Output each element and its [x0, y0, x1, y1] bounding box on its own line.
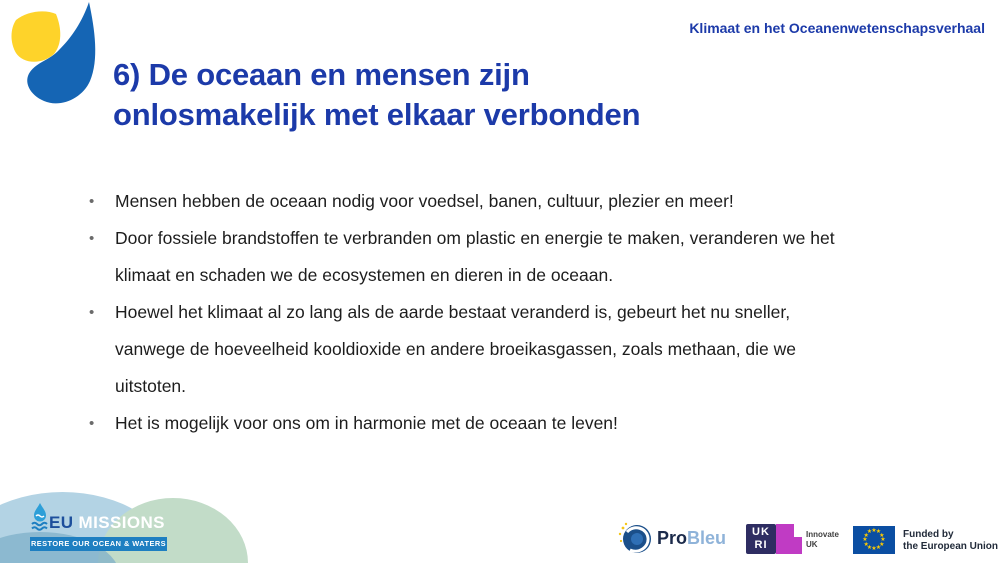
slide-title-line2: onlosmakelijk met elkaar verbonden — [113, 97, 641, 132]
bullet-list — [88, 183, 853, 442]
eu-missions-banner: RESTORE OUR OCEAN & WATERS — [30, 537, 167, 551]
eu-flag-icon: ★ ★ ★ ★ ★ ★ ★ ★ ★ ★ ★ ★ — [853, 526, 895, 554]
bullet-item: • Door fossiele brandstoffen te verbranden om plastic en energie te maken, veranderen we het klimaat en schaden we de ecosystemen en dieren in de oceaan. — [88, 220, 853, 294]
eu-funding-line1: Funded by — [903, 529, 954, 540]
bullet-item: • Hoewel het klimaat al zo lang als de aarde bestaat veranderd is, gebeurt het nu sneller, vanwege de hoeveelheid kooldioxide en andere broeikasgassen, zoals methaan, die we uitstoten. — [88, 294, 853, 405]
eu-missions-wordmark — [49, 513, 165, 533]
innovate-uk-line2: UK — [806, 539, 818, 549]
ukri-logo — [746, 524, 776, 554]
water-drop-icon — [30, 502, 50, 532]
eu-funding-line2: the European Union — [903, 541, 998, 552]
eu-missions-missions: MISSIONS — [78, 513, 165, 532]
slide-title-line1: 6) De oceaan en mensen zijn — [113, 57, 530, 92]
probleu-bleu: Bleu — [687, 528, 727, 548]
slide-title — [113, 55, 753, 135]
innovate-uk-label — [806, 530, 839, 549]
eu-funding-label — [903, 529, 998, 553]
bullet-item: • Het is mogelijk voor ons om in harmonie met de oceaan te leven! — [88, 405, 853, 442]
innovate-uk-line1: Innovate — [806, 530, 839, 539]
ocean-wave-logo-icon — [4, 0, 104, 120]
ukri-magenta-shape — [776, 524, 794, 554]
ukri-ri: RI — [754, 539, 768, 551]
bullet-item: • Mensen hebben de oceaan nodig voor voedsel, banen, cultuur, plezier en meer! — [88, 183, 853, 220]
eu-missions-eu: EU — [49, 513, 74, 532]
probleu-wordmark — [657, 528, 726, 549]
probleu-logo-icon — [618, 520, 654, 556]
ukri-uk: UK — [752, 526, 770, 538]
ukri-magenta-shape — [794, 537, 802, 554]
probleu-pro: Pro — [657, 528, 688, 548]
slide-tagline: Klimaat en het Oceanenwetenschapsverhaal — [689, 20, 985, 36]
